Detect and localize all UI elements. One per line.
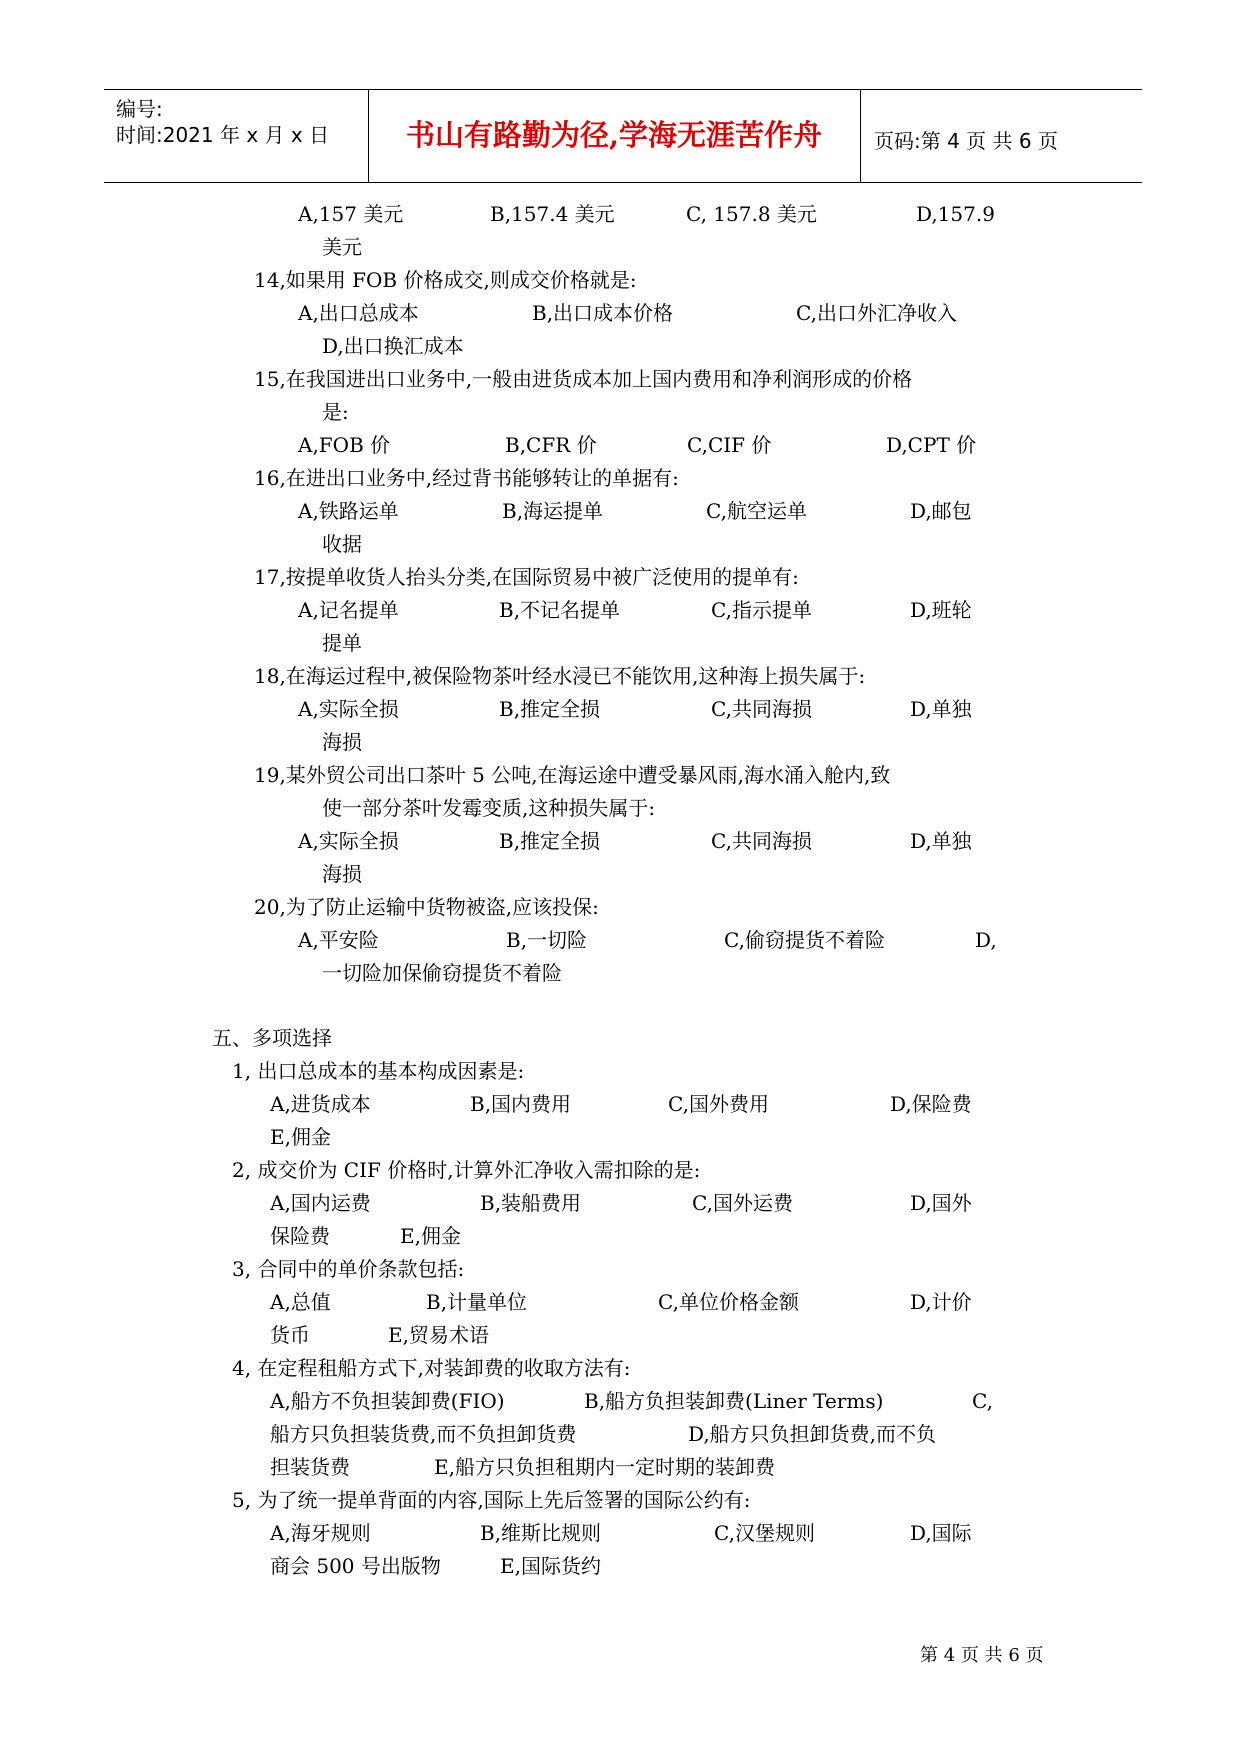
text-line: C,国外费用 (668, 1092, 769, 1116)
text-line: B,国内费用 (470, 1092, 572, 1116)
text-line: C, 157.8 美元 (686, 202, 817, 226)
text-line: E,佣金 (270, 1125, 331, 1149)
text-line: D,CPT 价 (886, 433, 977, 457)
text-line: 是: (322, 400, 349, 424)
text-line: B,出口成本价格 (532, 301, 674, 325)
text-line: 海损 (322, 730, 362, 754)
text-line: C,共同海损 (711, 829, 812, 853)
text-line: C,偷窃提货不着险 (724, 928, 885, 952)
text-line: 收据 (322, 532, 362, 556)
text-line: B,计量单位 (426, 1290, 528, 1314)
text-line: A,157 美元 (298, 202, 404, 226)
text-line: C,共同海损 (711, 697, 812, 721)
text-line: D,国际 (910, 1521, 972, 1545)
text-line: 17,按提单收货人抬头分类,在国际贸易中被广泛使用的提单有: (254, 565, 799, 589)
text-line: D,保险费 (890, 1092, 972, 1116)
text-line: 5, 为了统一提单背面的内容,国际上先后签署的国际公约有: (232, 1488, 751, 1512)
text-line: A,铁路运单 (298, 499, 399, 523)
text-line: 3, 合同中的单价条款包括: (232, 1257, 465, 1281)
text-line: A,国内运费 (270, 1191, 371, 1215)
text-line: 海损 (322, 862, 362, 886)
text-line: D,计价 (910, 1290, 972, 1314)
text-line: A,海牙规则 (270, 1521, 371, 1545)
header-time-label: 时间:2021 年 x 月 x 日 (116, 123, 330, 147)
text-line: A,总值 (270, 1290, 331, 1314)
text-line: D,班轮 (910, 598, 972, 622)
text-line: C,CIF 价 (687, 433, 772, 457)
text-line: 4, 在定程租船方式下,对装卸费的收取方法有: (232, 1356, 631, 1380)
text-line: B,推定全损 (499, 697, 601, 721)
text-line: 20,为了防止运输中货物被盗,应该投保: (254, 895, 599, 919)
text-line: C,单位价格金额 (658, 1290, 799, 1314)
text-line: A,实际全损 (298, 829, 399, 853)
text-line: 货币 (270, 1323, 310, 1347)
text-line: A,记名提单 (298, 598, 399, 622)
text-line: B,推定全损 (499, 829, 601, 853)
text-line: D,单独 (910, 697, 972, 721)
text-line: 1, 出口总成本的基本构成因素是: (232, 1059, 525, 1083)
text-line: A,船方不负担装卸费(FIO) (270, 1389, 505, 1413)
text-line: B,海运提单 (502, 499, 604, 523)
text-line: 保险费 (270, 1224, 330, 1248)
text-line: C,汉堡规则 (714, 1521, 815, 1545)
text-line: C,出口外汇净收入 (796, 301, 957, 325)
text-line: C,指示提单 (711, 598, 812, 622)
text-line: B,船方负担装卸费(Liner Terms) (584, 1389, 884, 1413)
text-line: B,CFR 价 (505, 433, 597, 457)
text-line: E,佣金 (400, 1224, 461, 1248)
text-line: D,船方只负担卸货费,而不负 (688, 1422, 937, 1446)
text-line: E,贸易术语 (388, 1323, 489, 1347)
text-line: 18,在海运过程中,被保险物茶叶经水浸已不能饮用,这种海上损失属于: (254, 664, 866, 688)
text-line: E,国际货约 (500, 1554, 601, 1578)
text-line: D,邮包 (910, 499, 972, 523)
text-line: 2, 成交价为 CIF 价格时,计算外汇净收入需扣除的是: (232, 1158, 701, 1182)
text-line: 14,如果用 FOB 价格成交,则成交价格就是: (254, 268, 637, 292)
text-line: C, (972, 1389, 993, 1413)
text-line: A,实际全损 (298, 697, 399, 721)
text-line: 一切险加保偷窃提货不着险 (322, 961, 562, 985)
text-line: A,出口总成本 (298, 301, 419, 325)
header-number-label: 编号: (116, 97, 163, 121)
text-line: D, (975, 928, 997, 952)
header-page-label: 页码:第 4 页 共 6 页 (874, 129, 1058, 153)
text-line: B,不记名提单 (499, 598, 621, 622)
text-line: D,出口换汇成本 (322, 334, 464, 358)
text-line: 担装货费 (270, 1455, 350, 1479)
text-line: D,单独 (910, 829, 972, 853)
text-line: B,157.4 美元 (490, 202, 615, 226)
text-line: C,航空运单 (706, 499, 807, 523)
text-line: 15,在我国进出口业务中,一般由进货成本加上国内费用和净利润形成的价格 (254, 367, 913, 391)
text-line: A,平安险 (298, 928, 379, 952)
text-line: C,国外运费 (692, 1191, 793, 1215)
text-line: B,装船费用 (480, 1191, 582, 1215)
header-motto: 书山有路勤为径,学海无涯苦作舟 (405, 118, 823, 152)
text-line: 船方只负担装货费,而不负担卸货费 (270, 1422, 577, 1446)
text-line: 提单 (322, 631, 362, 655)
text-line: A,FOB 价 (298, 433, 391, 457)
text-line: 五、多项选择 (212, 1026, 332, 1050)
text-line: 使一部分茶叶发霉变质,这种损失属于: (322, 796, 656, 820)
text-line: A,进货成本 (270, 1092, 371, 1116)
text-line: 商会 500 号出版物 (270, 1554, 441, 1578)
text-line: 16,在进出口业务中,经过背书能够转让的单据有: (254, 466, 679, 490)
text-line: 19,某外贸公司出口茶叶 5 公吨,在海运途中遭受暴风雨,海水涌入舱内,致 (254, 763, 891, 787)
text-line: B,维斯比规则 (480, 1521, 602, 1545)
text-line: D,国外 (910, 1191, 972, 1215)
page-footer: 第 4 页 共 6 页 (920, 1645, 1044, 1666)
text-line: 美元 (322, 235, 362, 259)
text-line: D,157.9 (916, 202, 995, 226)
text-line: E,船方只负担租期内一定时期的装卸费 (434, 1455, 775, 1479)
text-line: B,一切险 (506, 928, 588, 952)
